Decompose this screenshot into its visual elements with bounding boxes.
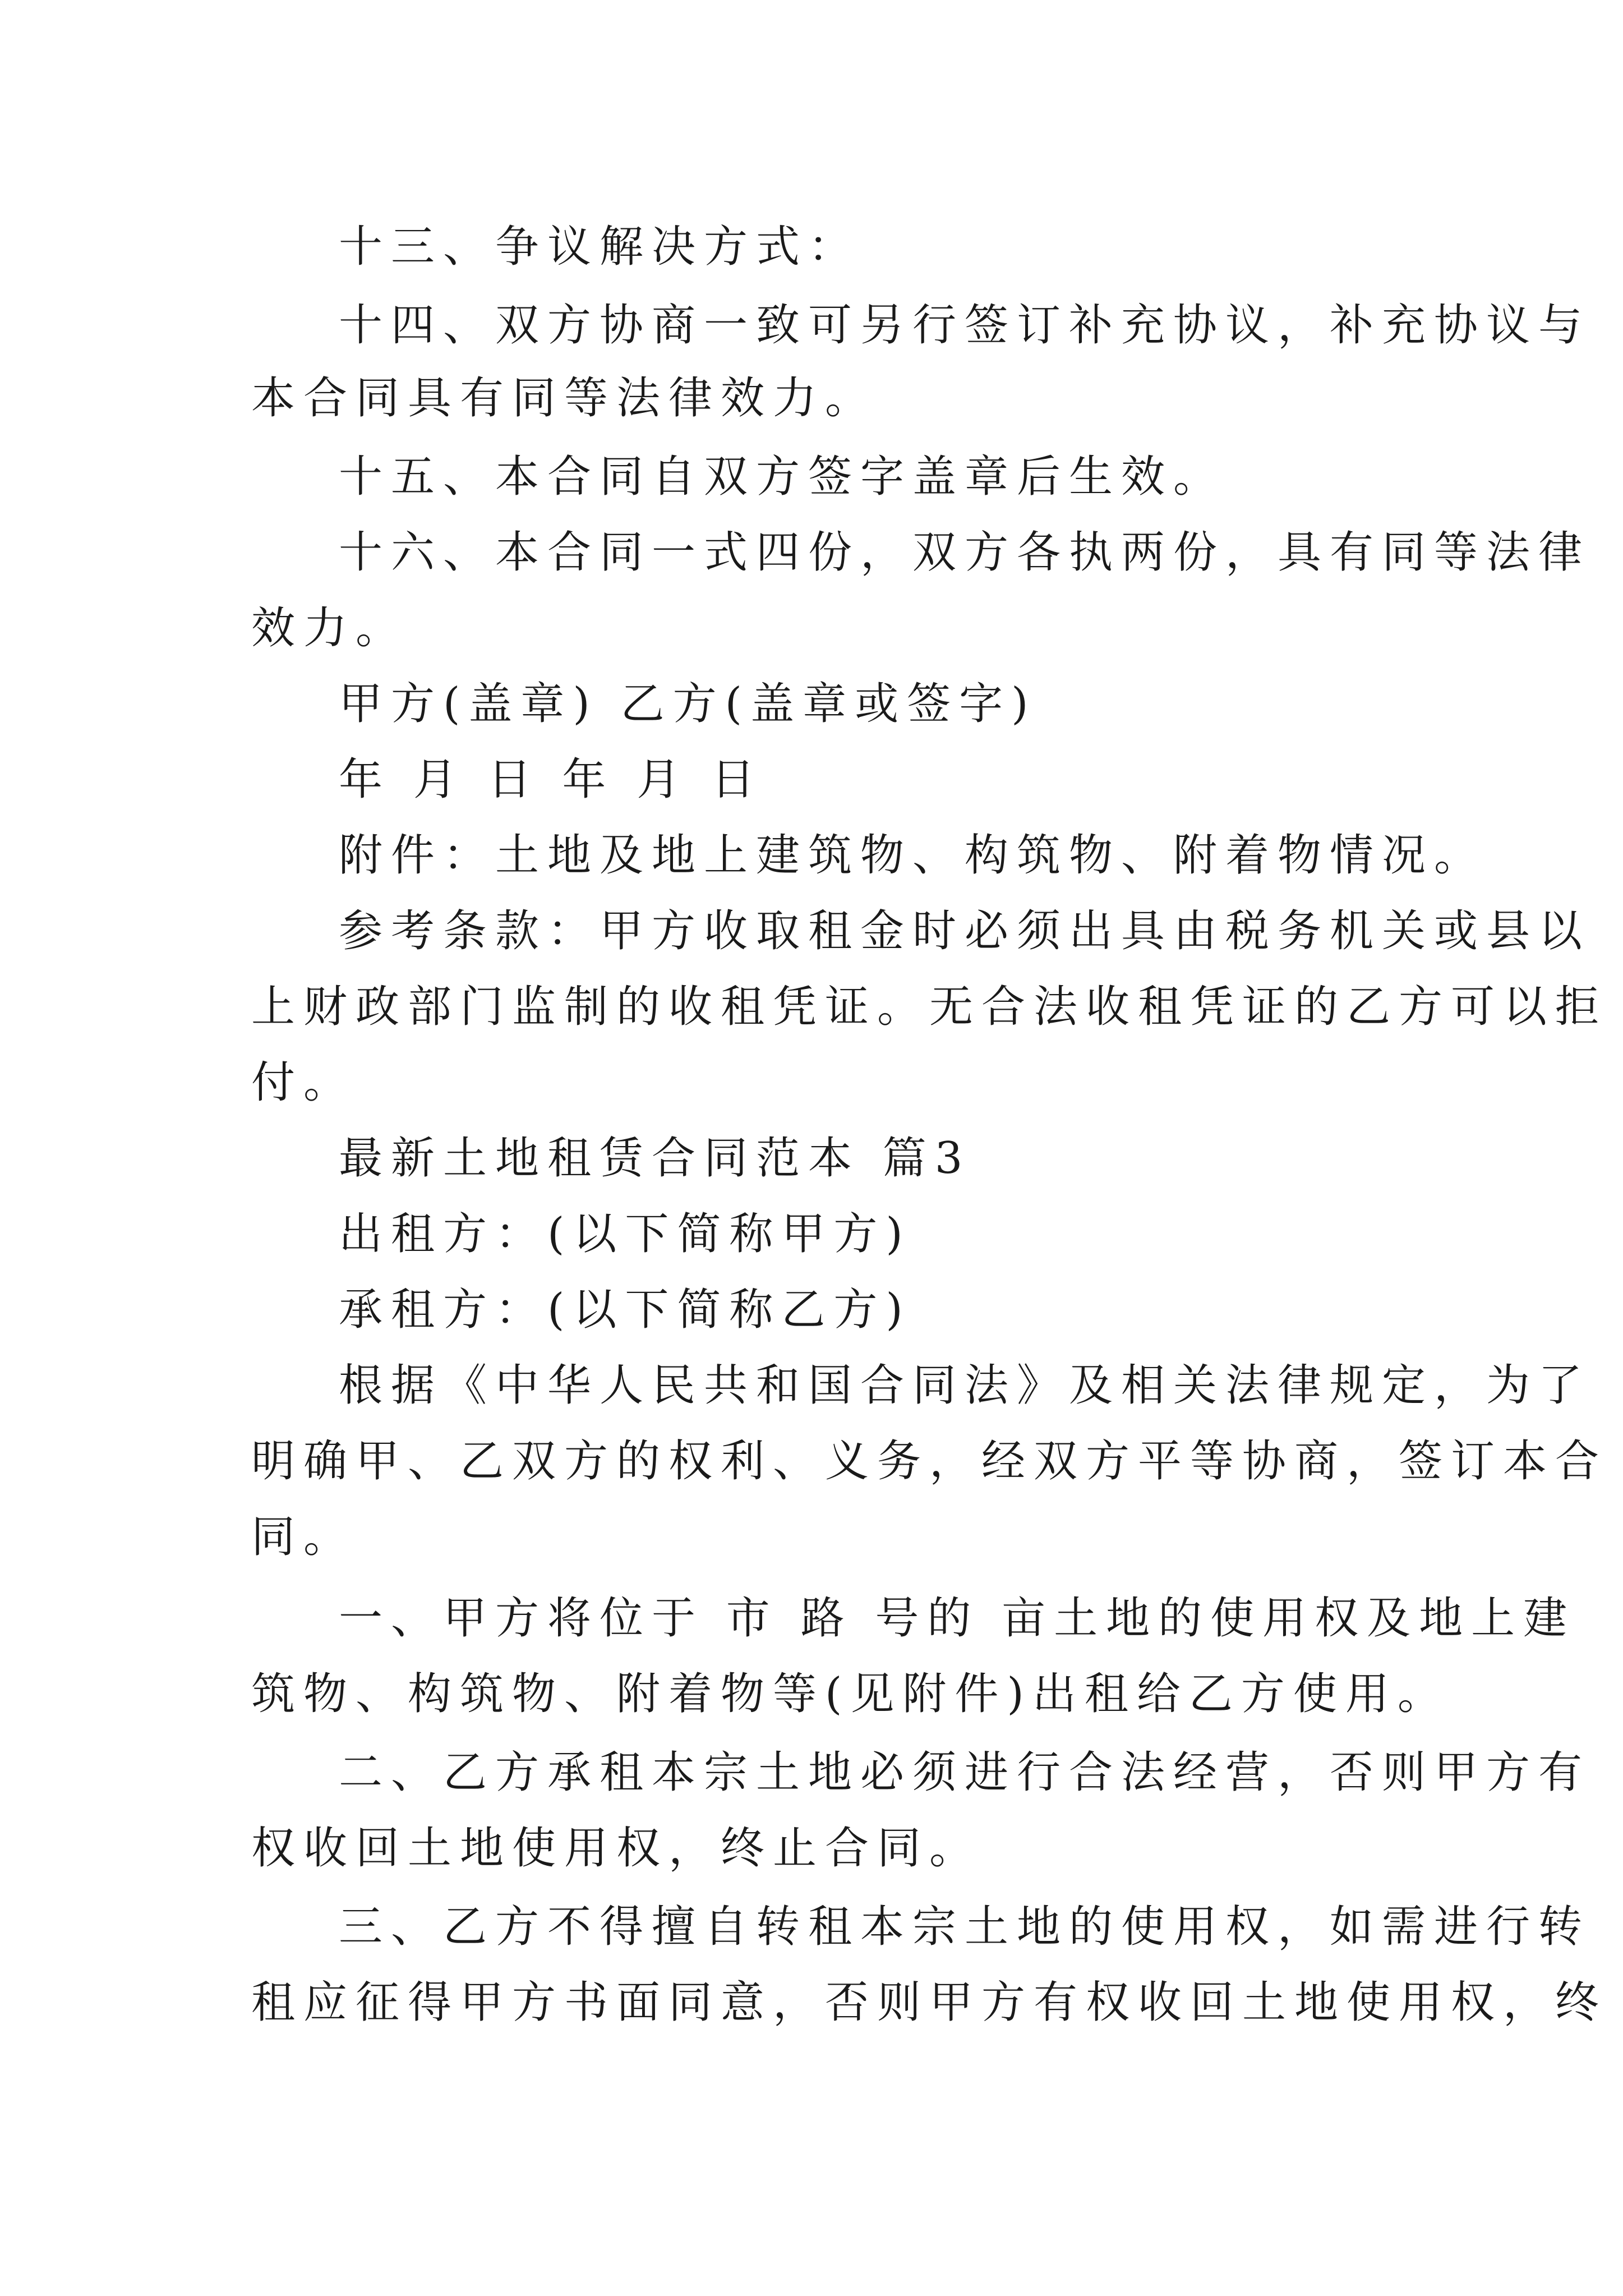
text-line: 甲方(盖章) 乙方(盖章或签字) <box>339 679 1037 729</box>
text-line: 效力。 <box>251 603 408 654</box>
text-line: 根据《中华人民共和国合同法》及相关法律规定，为了 <box>339 1360 1591 1411</box>
text-line: 参考条款：甲方收取租金时必须出具由税务机关或县以 <box>339 906 1591 956</box>
text-line: 同。 <box>251 1512 356 1562</box>
text-line: 年 月 日 年 月 日 <box>339 754 763 805</box>
document-page <box>251 0 1608 2296</box>
text-line: 承租方：(以下简称乙方) <box>339 1285 911 1335</box>
text-line: 一、甲方将位于 市 路 号的 亩土地的使用权及地上建 <box>339 1593 1576 1644</box>
text-line: 十五、本合同自双方签字盖章后生效。 <box>339 452 1226 502</box>
text-line: 上财政部门监制的收租凭证。无合法收租凭证的乙方可以拒 <box>251 982 1608 1032</box>
text-line: 十四、双方协商一致可另行签订补充协议，补充协议与 <box>339 300 1591 351</box>
text-line: 三、乙方不得擅自转租本宗土地的使用权，如需进行转 <box>339 1902 1591 1952</box>
text-line: 出租方：(以下简称甲方) <box>339 1209 911 1259</box>
text-line: 十三、争议解决方式： <box>339 222 861 272</box>
text-line: 十六、本合同一式四份，双方各执两份，具有同等法律 <box>339 527 1591 578</box>
text-line: 筑物、构筑物、附着物等(见附件)出租给乙方使用。 <box>251 1669 1450 1719</box>
text-line: 付。 <box>251 1057 356 1108</box>
text-line: 本合同具有同等法律效力。 <box>251 373 878 424</box>
text-line: 二、乙方承租本宗土地必须进行合法经营，否则甲方有 <box>339 1747 1591 1798</box>
text-line: 权收回土地使用权，终止合同。 <box>251 1823 982 1874</box>
text-line: 附件：土地及地上建筑物、构筑物、附着物情况。 <box>339 830 1487 881</box>
text-line: 租应征得甲方书面同意，否则甲方有权收回土地使用权，终 <box>251 1977 1608 2028</box>
text-line: 明确甲、乙双方的权利、义务，经双方平等协商，签订本合 <box>251 1436 1608 1487</box>
section-heading: 最新土地租赁合同范本 篇3 <box>339 1133 971 1184</box>
